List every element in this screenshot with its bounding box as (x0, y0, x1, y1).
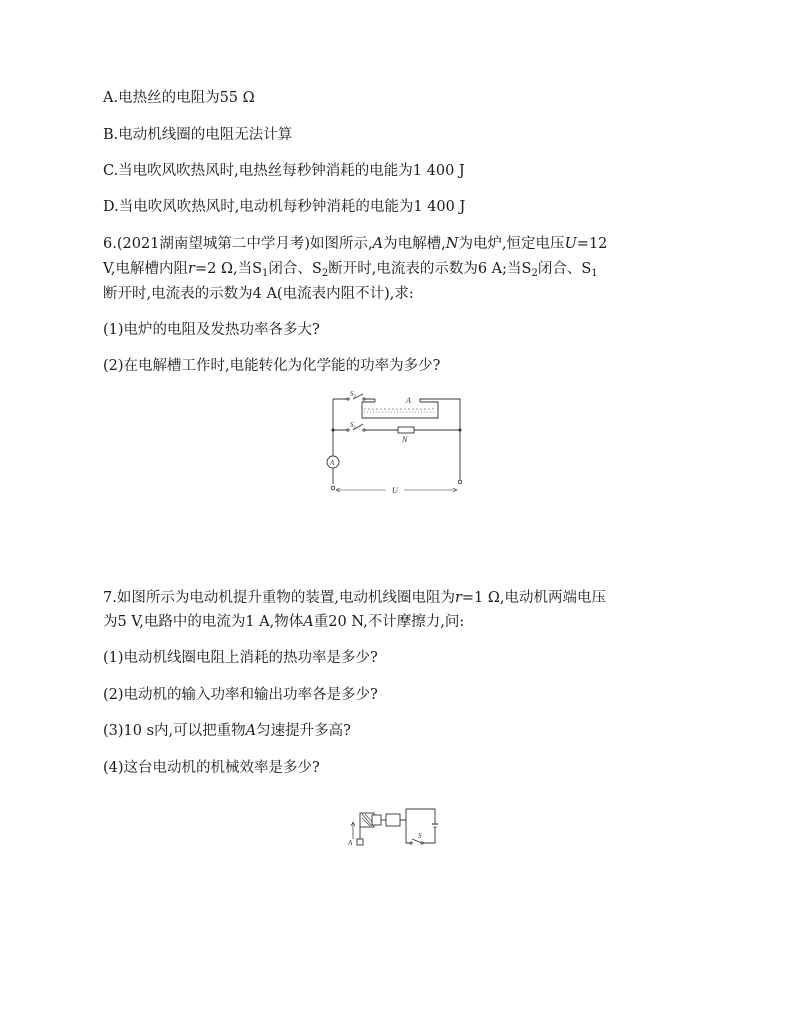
label-object-a: A (348, 839, 353, 847)
q6-sub-question-2: (2)在电解槽工作时,电能转化为化学能的功率为多少? (103, 358, 441, 374)
q7-sub-question-1: (1)电动机线圈电阻上消耗的热功率是多少? (103, 650, 378, 666)
q6-line-3: 断开时,电流表的示数为4 A(电流表内阻不计),求: (103, 286, 414, 302)
option-c: C.当电吹风吹热风时,电热丝每秒钟消耗的电能为1 400 J (103, 163, 465, 179)
q7-line-2: 为5 V,电路中的电流为1 A,物体A重20 N,不计摩擦力,问: (103, 614, 465, 630)
label-ammeter: A (330, 459, 335, 467)
q7-sub-question-2: (2)电动机的输入功率和输出功率各是多少? (103, 687, 378, 703)
label-furnace: N (402, 435, 408, 444)
label-s1: $S_1$ (350, 421, 356, 431)
q6-circuit-figure (320, 390, 470, 500)
q6-line-1: 6.(2021湖南望城第二中学月考)如图所示,A为电解槽,N为电炉,恒定电压U=12 (103, 236, 608, 252)
q7-line-1: 7.如图所示为电动机提升重物的装置,电动机线圈电阻为r=1 Ω,电动机两端电压 (103, 590, 607, 606)
label-electrolyzer: A (406, 396, 411, 405)
q7-motor-figure (343, 805, 453, 853)
label-voltage: U (392, 486, 398, 495)
q7-sub-question-3: (3)10 s内,可以把重物A匀速提升多高? (103, 723, 351, 739)
label-s2: $S_2$ (350, 390, 356, 400)
q6-line-2: V,电解槽内阻r=2 Ω,当$S_1$闭合、$S_2$断开时,电流表的示数为6 A;当$S_2$闭合、$S_1$ (103, 261, 598, 279)
q7-sub-question-4: (4)这台电动机的机械效率是多少? (103, 760, 320, 776)
label-switch: S (418, 832, 422, 840)
option-b: B.电动机线圈的电阻无法计算 (103, 127, 293, 143)
q6-sub-question-1: (1)电炉的电阻及发热功率各多大? (103, 322, 320, 338)
option-a: A.电热丝的电阻为55 Ω (103, 90, 255, 106)
option-d: D.当电吹风吹热风时,电动机每秒钟消耗的电能为1 400 J (103, 199, 466, 215)
